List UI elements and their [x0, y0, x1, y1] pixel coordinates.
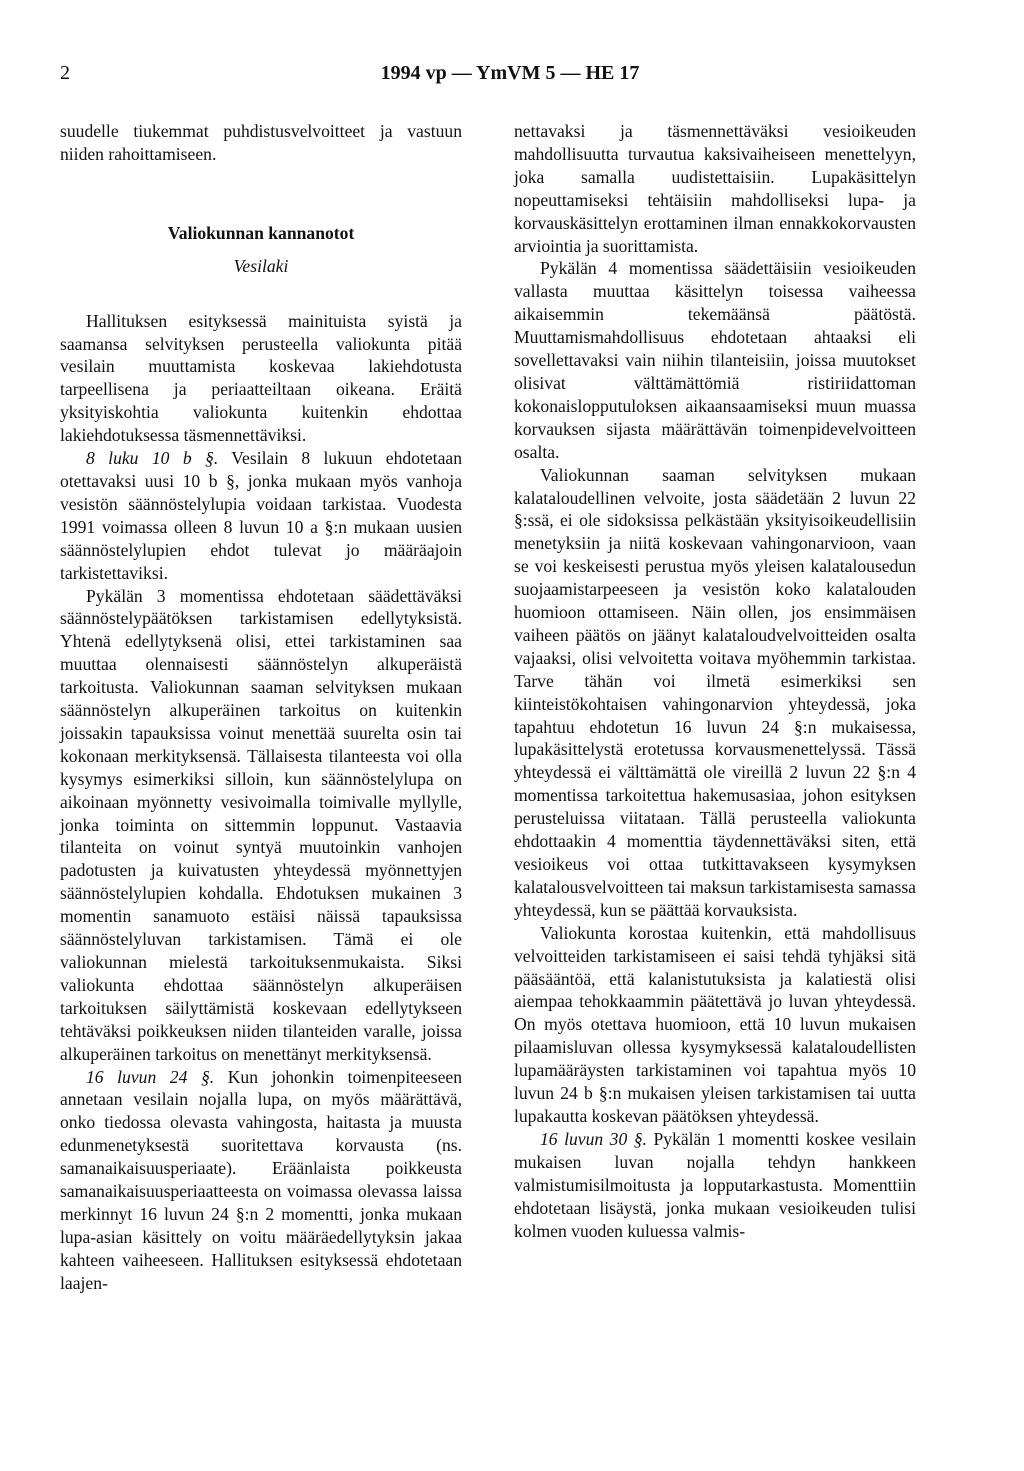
paragraph [60, 1066, 462, 1295]
section-heading: Valiokunnan kannanotot [167, 222, 355, 243]
section-label: 8 luku 10 b §. [86, 448, 219, 469]
left-column [60, 120, 462, 1295]
paragraph: nettavaksi ja täsmennettäväksi vesioikeuden mahdollisuutta turvautua kaksivaiheiseen menettelyyn, joka samalla uudistettaisiin. Lupakäsittelyn nopeuttamiseksi tehtäisiin mahdolliseksi lupa- ja korvauskäsittelyn erottaminen ilman ennakkokorvausten arviointia ja suorittamista. [514, 121, 916, 256]
right-column [514, 120, 916, 1242]
paragraph: Pykälän 3 momentissa ehdotetaan säädettäväksi säännöstelypäätöksen tarkistamisen edellytyksistä. Yhtenä edellytyksenä olisi, ettei tarkistaminen saa muuttaa olennaisesti säännöstelyn alkuperäistä tarkoitusta. Valiokunnan saaman selvityksen mukaan säännöstelyn alkuperäinen tarkoitus on kuitenkin joissakin tapauksissa voinut menettää suurelta osin tai kokonaan merkityksensä. Tällaisesta tilanteesta voi olla kysymys esimerkiksi silloin, kun säännöstelylupa on aikoinaan myönnetty vesivoimalla toimivalle myllylle, jonka toiminta on sittemmin loppunut. Vastaavia tilanteita on voinut syntyä muutoinkin vanhojen padotusten ja kuivatusten yhteydessä myönnettyjen säännöstelylupien kohdalla. Ehdotuksen mukainen 3 momentin sanamuoto estäisi näissä tapauksissa säännöstelyluvan tarkistamisen. Tämä ei ole valiokunnan mielestä tarkoituksenmukaista. Siksi valiokunta ehdottaa säännöstelyn alkuperäisen tarkoituksen säilyttämistä koskevaan edellytykseen tehtäväksi poikkeuksen niiden tilanteiden varalle, joissa alkuperäinen tarkoitus on menettänyt merkityksensä. [60, 585, 462, 1064]
page-number: 2 [60, 62, 70, 84]
paragraph [514, 1128, 916, 1243]
paragraph-text: Pykälän 1 momentti koskee vesilain mukaisen luvan nojalla tehdyn hankkeen valmistumisilmoitusta ja lopputarkastusta. Momenttiin ehdotetaan lisäystä, jonka mukaan vesioikeuden tulisi kolmen vuoden kuluessa valmis- [514, 1128, 916, 1241]
paragraph-text: Kun johonkin toimenpiteeseen annetaan vesilain nojalla lupa, on myös määrättävä, onko tiedossa olevasta vahingosta, haitasta ja muusta edunmenetyksestä suoritettava korvausta (ns. samanaikaisuusperiaate). Eräänlaista poikkeusta samanaikaisuusperiaatteesta on voimassa olevassa laissa merkinnyt 16 luvun 24 §:n 2 momentti, jonka mukaan lupa-asian käsittely on voitu määräedellytyksin jakaa kahteen vaiheeseen. Hallituksen esityksessä ehdotetaan laajen- [60, 1066, 463, 1293]
paragraph-text: Vesilain 8 lukuun ehdotetaan otettavaksi uusi 10 b §, jonka mukaan myös vanhoja vesistön säännöstelylupia voidaan tarkistaa. Vuodesta 1991 voimassa olleen 8 luvun 10 a §:n mukaan uusien säännöstelylupien ehdot tulevat jo määräajoin tarkistettaviksi. [60, 448, 462, 583]
page-header [60, 62, 960, 88]
paragraph: Valiokunta korostaa kuitenkin, että mahdollisuus velvoitteiden tarkistamiseen ei saisi tehdä tyhjäksi sitä pääsääntöä, että kalanistutuksista ja kalatiestä olisi aiempaa tehokkaammin päätettävä jo luvan yhteydessä. On myös otettava huomioon, että 10 luvun mukaisen pilaamisluvan ollessa kysymyksessä kalataloudellisten lupamääräysten tarkistaminen voi tapahtua myös 10 luvun 24 b §:n mukaisen yleisen tarkistamisen tai uutta lupakautta koskevan päätöksen yhteydessä. [514, 922, 916, 1126]
paragraph: Valiokunnan saaman selvityksen mukaan kalataloudellinen velvoite, josta säädetään 2 luvun 22 §:ssä, ei ole sidoksissa pelkästään yksityisoikeudellisiin menetyksiin ja niitä koskevaan vahingonarvioon, vaan se voi keskeisesti perustua myös yleisen kalatalousedun suojaamistarpeeseen ja vesistön koko kalatalouden huomioon ottamiseen. Näin ollen, jos ensimmäisen vaiheen päätös on jäänyt kalataloudvelvoitteiden osalta vajaaksi, olisi velvoitetta voitava myöhemmin tarkistaa. Tarve tähän voi ilmetä esimerkiksi sen kiinteistökohtaisen vahingonarvion yhteydessä, joka tapahtuu ehdotetun 16 luvun 24 §:n mukaisessa, lupakäsittelystä erotetussa korvausmenettelyssä. Tässä yhteydessä ei välttämättä ole vireillä 2 luvun 22 §:n 4 momentissa tarkoitettua hakemusasiaa, johon esityksen perusteluissa viitataan. Tällä perusteella valiokunta ehdottaakin 4 momenttia täydennettäväksi siten, että vesioikeus voi ottaa tutkittavakseen kysymyksen kalatalousvelvoitteen tai maksun tarkistamisesta samassa yhteydessä, kun se päättää korvauksista. [514, 464, 916, 920]
running-head: 1994 vp — YmVM 5 — HE 17 [380, 62, 640, 84]
section-label: 16 luvun 30 §. [540, 1128, 647, 1149]
section-subheading: Vesilaki [233, 255, 289, 276]
paragraph [60, 447, 462, 584]
paragraph: Pykälän 4 momentissa säädettäisiin vesioikeuden vallasta muuttaa käsittelyn toisessa vaiheessa aikaisemmin tekemäänsä päätöstä. Muuttamismahdollisuus ehdotetaan ahtaaksi eli sovellettavaksi vain niihin tilanteisiin, joissa muutokset olisivat välttämättömiä ristiriidattoman kokonaislopputuloksen aikaansaamiseksi muun muassa korvauksen sijasta määrättävän toimenpidevelvoitteen osalta. [514, 258, 916, 462]
section-label: 16 luvun 24 §. [86, 1066, 215, 1087]
paragraph: suudelle tiukemmat puhdistusvelvoitteet ja vastuun niiden rahoittamiseen. [60, 121, 462, 164]
paragraph: Hallituksen esityksessä mainituista syistä ja saamansa selvityksen perusteella valiokunta pitää vesilain muuttamista koskevaa lakiehdotusta tarpeellisena ja periaatteiltaan oikeana. Eräitä yksityiskohtia valiokunta kuitenkin ehdottaa lakiehdotuksessa täsmennettäviksi. [60, 310, 462, 446]
